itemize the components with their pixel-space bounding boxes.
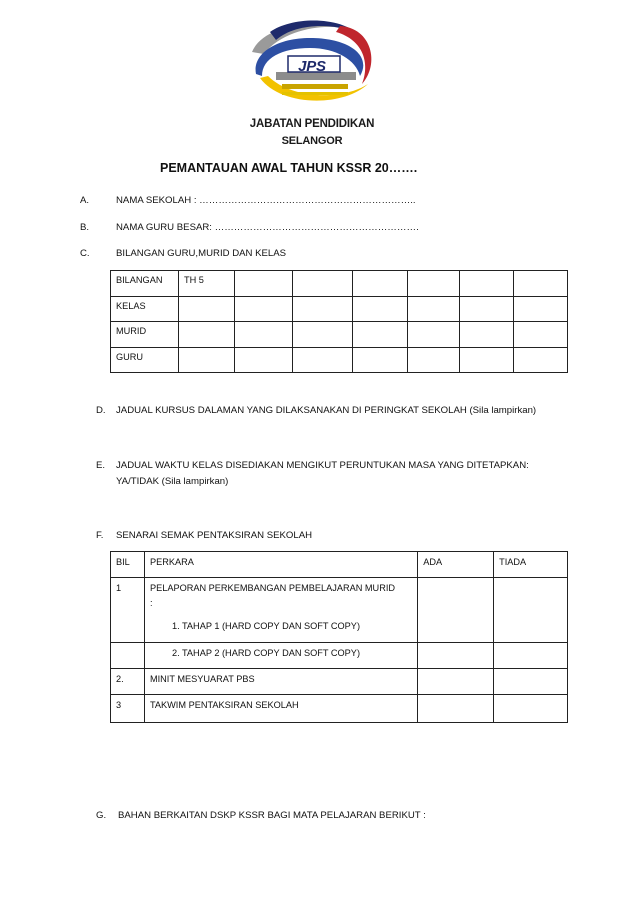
section-e-line2: YA/TIDAK (Sila lampirkan) [116,476,229,487]
section-c-letter: C. [80,248,90,259]
section-g-text: BAHAN BERKAITAN DSKP KSSR BAGI MATA PELAJARAN BERIKUT : [118,810,426,821]
table-cell [514,296,568,322]
table-row [111,296,568,322]
table-row [111,271,568,297]
table-cell [514,271,568,297]
table-cell [408,271,460,297]
table-cell [408,322,460,348]
jps-logo [232,14,392,164]
perkara-line: PELAPORAN PERKEMBANGAN PEMBELAJARAN MURID [149,583,396,593]
table-cell [292,271,352,297]
table-cell [178,347,234,373]
table-cell [292,347,352,373]
table-row [111,695,568,723]
logo-line-2: SELANGOR [281,135,343,147]
section-e-letter: E. [96,460,106,471]
table-cell-bil: 2. [111,669,145,695]
table-cell-bil: 1 [111,578,145,643]
perkara-sub-1: 1. TAHAP 1 (HARD COPY DAN SOFT COPY) [171,621,360,631]
header-ada: ADA [418,552,494,578]
header-perkara: PERKARA [144,552,417,578]
table-cell [460,296,514,322]
table-header-row [111,552,568,578]
section-a-text: NAMA SEKOLAH : ………………………………………………………….. [116,195,416,206]
table-cell-bil: 3 [111,695,145,723]
table-cell-tiada [494,578,568,643]
table-bilangan [110,270,568,373]
table-cell [234,347,292,373]
table-cell: MURID [111,322,179,348]
logo-badge-text: JPS [298,58,326,75]
table-cell [178,322,234,348]
table-row [111,643,568,669]
table-cell-tiada [494,669,568,695]
table-cell-bil [111,643,145,669]
table-cell [460,322,514,348]
section-d-letter: D. [96,405,106,416]
table-cell: TH 5 [178,271,234,297]
table-cell: BILANGAN [111,271,179,297]
table-cell-tiada [494,643,568,669]
section-f-letter: F. [96,530,104,541]
section-e-line1: JADUAL WAKTU KELAS DISEDIAKAN MENGIKUT PERUNTUKAN MASA YANG DITETAPKAN: [116,460,529,471]
perkara-sub-2: 2. TAHAP 2 (HARD COPY DAN SOFT COPY) [171,648,360,658]
section-b-text: NAMA GURU BESAR: ………………………………………………………. [116,222,419,233]
table-cell [352,271,408,297]
section-b-letter: B. [80,222,90,233]
table-cell [234,322,292,348]
table-cell-perkara [144,578,417,643]
section-a-letter: A. [80,195,90,206]
table-cell [292,296,352,322]
table-cell [408,347,460,373]
table-cell [408,296,460,322]
table-cell: GURU [111,347,179,373]
header-bil: BIL [111,552,145,578]
logo-line-1: JABATAN PENDIDIKAN [249,118,375,130]
table-cell [514,322,568,348]
section-f-text: SENARAI SEMAK PENTAKSIRAN SEKOLAH [116,530,313,541]
page-title: PEMANTAUAN AWAL TAHUN KSSR 20……. [160,161,418,175]
perkara-colon: : [149,598,153,608]
table-cell [352,296,408,322]
table-row [111,322,568,348]
table-cell [460,271,514,297]
header-tiada: TIADA [494,552,568,578]
section-c-text: BILANGAN GURU,MURID DAN KELAS [116,248,287,259]
table-cell-perkara: TAKWIM PENTAKSIRAN SEKOLAH [144,695,417,723]
table-row [111,347,568,373]
table-cell [178,296,234,322]
table-cell: KELAS [111,296,179,322]
table-cell [234,296,292,322]
table-cell-perkara [144,643,417,669]
table-cell-ada [418,643,494,669]
table-cell-ada [418,695,494,723]
table-cell [292,322,352,348]
table-cell [352,322,408,348]
table-senarai-semak [110,551,568,723]
table-row [111,578,568,643]
table-cell [234,271,292,297]
table-cell-perkara: MINIT MESYUARAT PBS [144,669,417,695]
table-cell-ada [418,578,494,643]
table-cell-tiada [494,695,568,723]
table-cell [460,347,514,373]
table-cell [352,347,408,373]
section-g-letter: G. [96,810,107,821]
table-cell [514,347,568,373]
table-cell-ada [418,669,494,695]
section-d-text: JADUAL KURSUS DALAMAN YANG DILAKSANAKAN DI PERINGKAT SEKOLAH (Sila lampirkan) [116,405,537,416]
table-row [111,669,568,695]
